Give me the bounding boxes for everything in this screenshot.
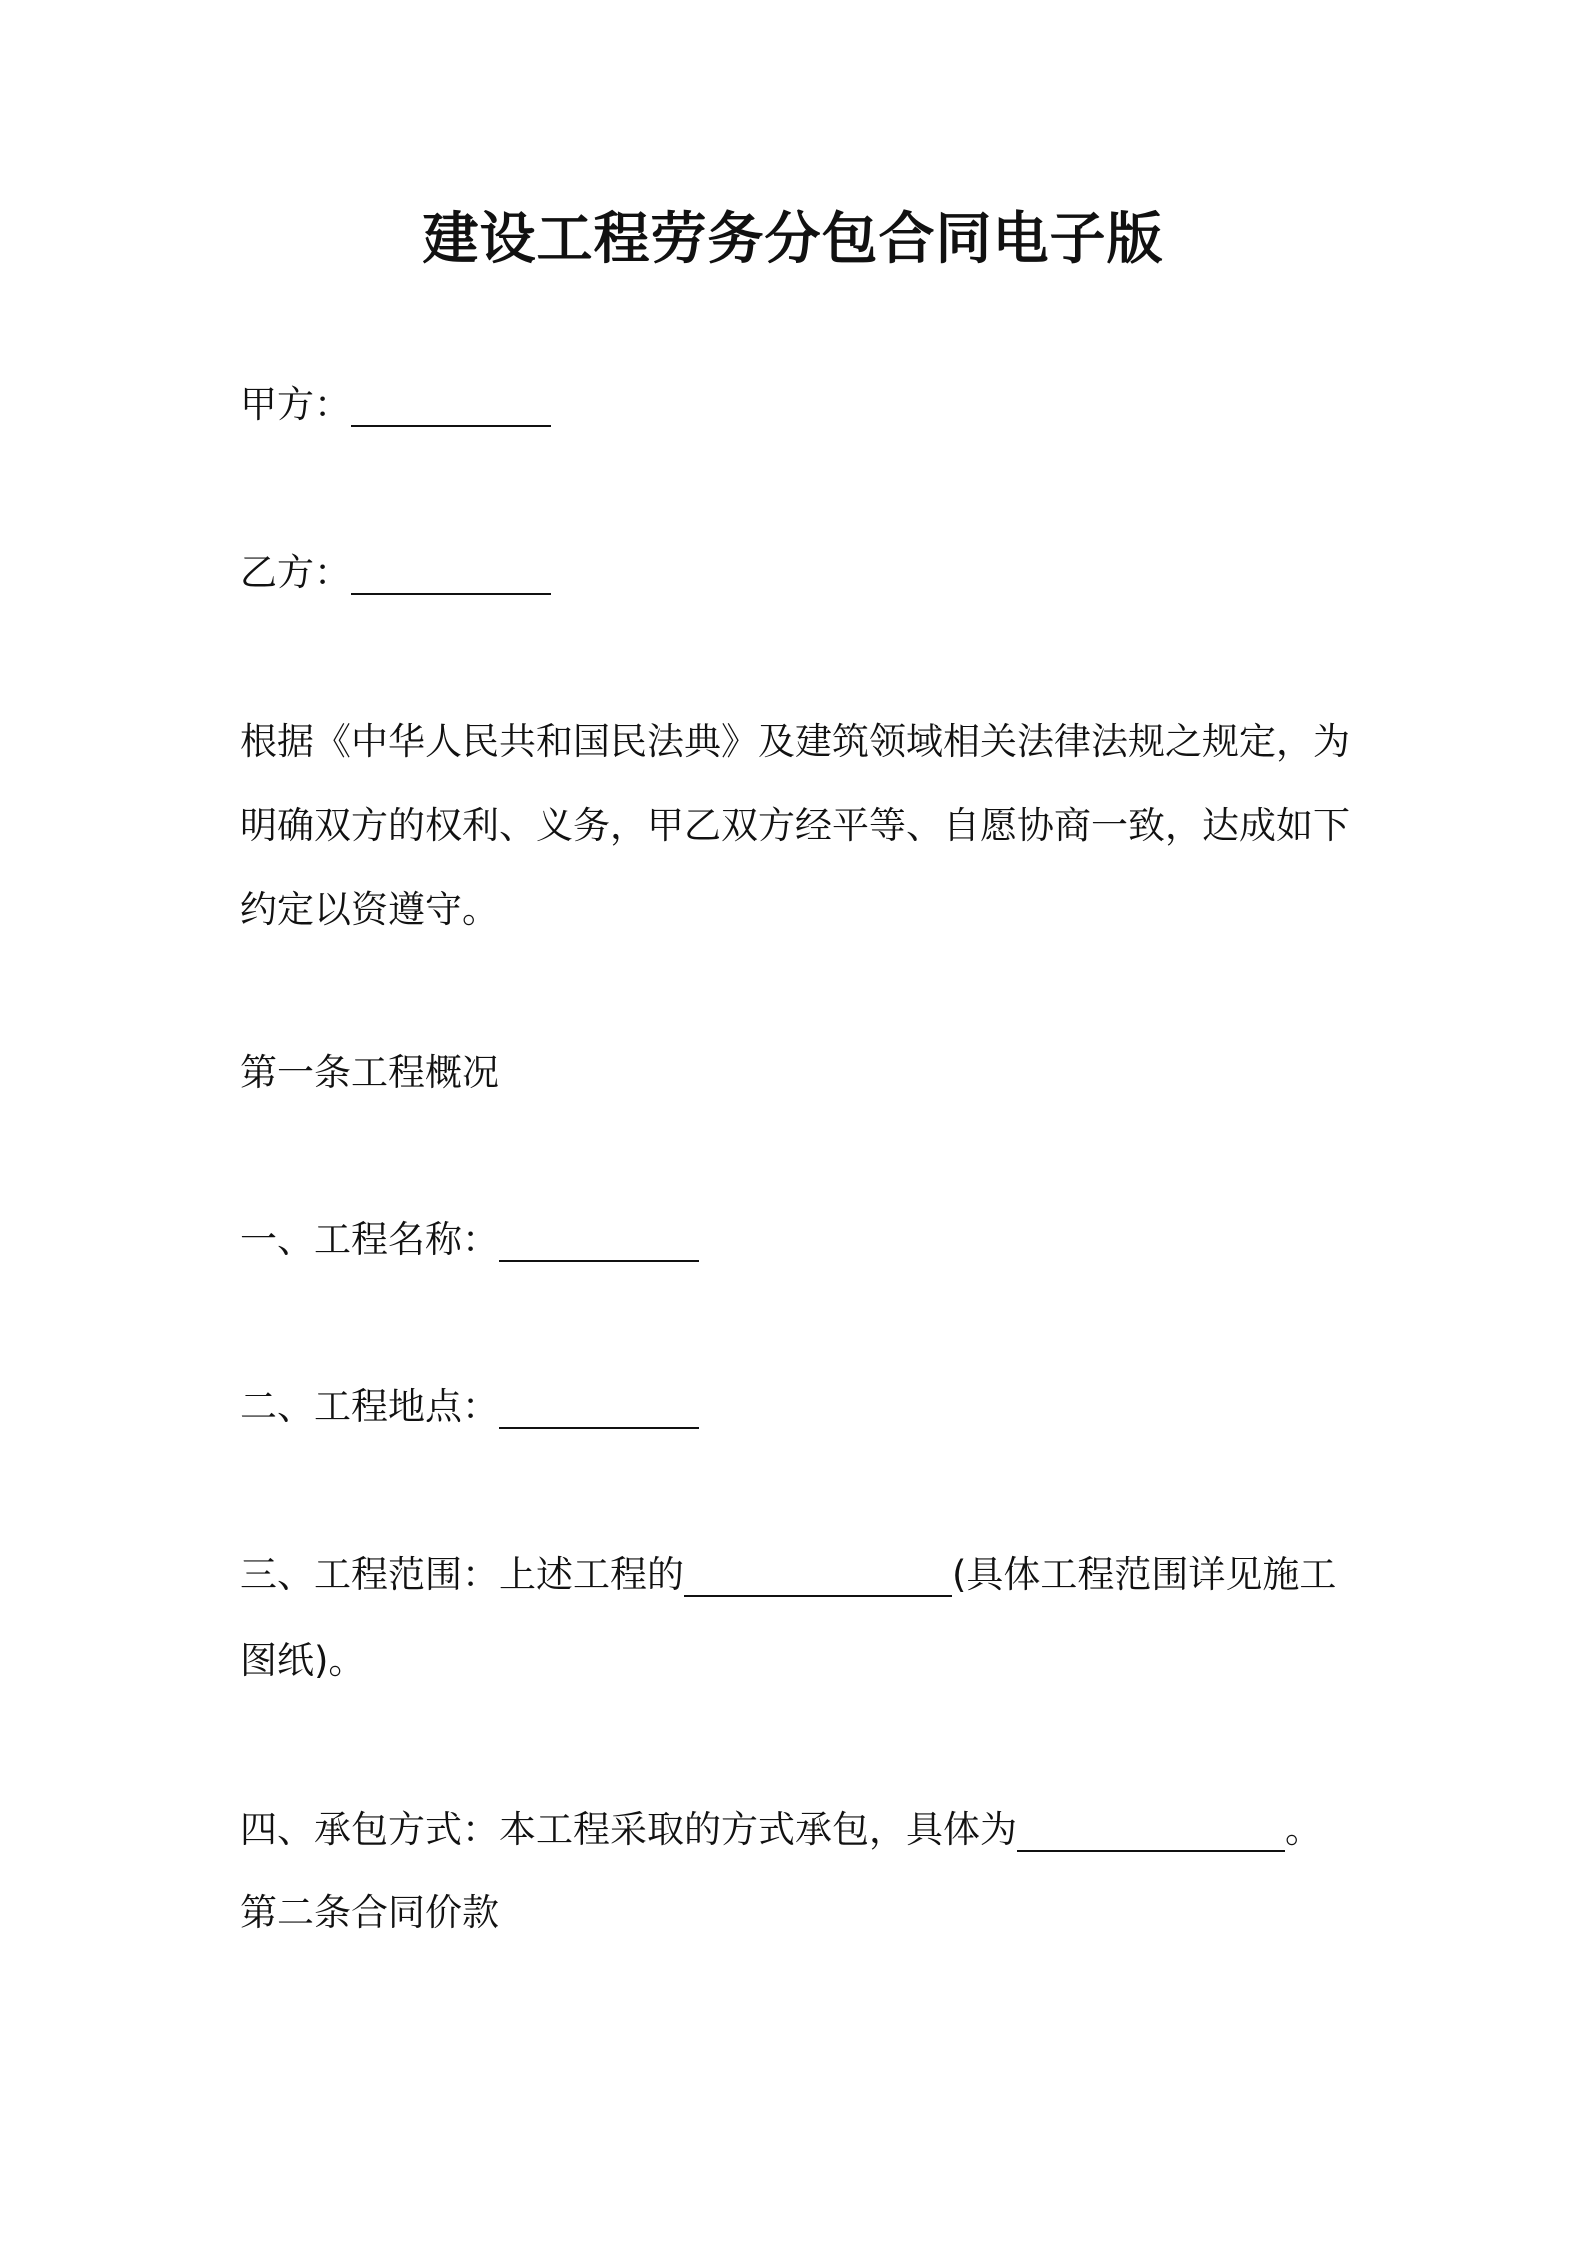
item-3-line xyxy=(240,1550,1336,1600)
item-1-label: 一、工程名称： xyxy=(240,1218,499,1261)
party-a-line xyxy=(240,380,551,430)
preamble-line-1: 根据《中华人民共和国民法典》及建筑领域相关法律法规之规定，为 xyxy=(240,720,1350,763)
article-1-heading: 第一条工程概况 xyxy=(240,1051,499,1094)
document-title: 建设工程劳务分包合同电子版 xyxy=(422,207,1164,272)
project-scope-blank xyxy=(684,1555,952,1597)
party-b-blank xyxy=(351,553,551,595)
project-location-blank xyxy=(499,1387,699,1429)
item-3-prefix: 三、工程范围：上述工程的 xyxy=(240,1553,684,1596)
party-b-line xyxy=(240,548,551,598)
article-2-heading: 第二条合同价款 xyxy=(240,1891,499,1934)
item-1-line xyxy=(240,1215,699,1265)
item-3-continuation: 图纸)。 xyxy=(240,1639,366,1682)
item-2-label: 二、工程地点： xyxy=(240,1385,499,1428)
contract-method-blank xyxy=(1017,1810,1285,1852)
item-2-line xyxy=(240,1382,699,1432)
item-4-line xyxy=(240,1805,1322,1855)
party-a-label: 甲方： xyxy=(240,383,351,426)
item-3-suffix: (具体工程范围详见施工 xyxy=(952,1553,1337,1596)
party-a-blank xyxy=(351,385,551,427)
party-b-label: 乙方： xyxy=(240,551,351,594)
item-4-prefix: 四、承包方式：本工程采取的方式承包，具体为 xyxy=(240,1808,1017,1851)
preamble-line-2: 明确双方的权利、义务，甲乙双方经平等、自愿协商一致，达成如下 xyxy=(240,804,1350,847)
preamble-paragraph xyxy=(240,700,1360,952)
preamble-line-3: 约定以资遵守。 xyxy=(240,888,499,931)
project-name-blank xyxy=(499,1220,699,1262)
item-4-suffix: 。 xyxy=(1285,1808,1322,1851)
